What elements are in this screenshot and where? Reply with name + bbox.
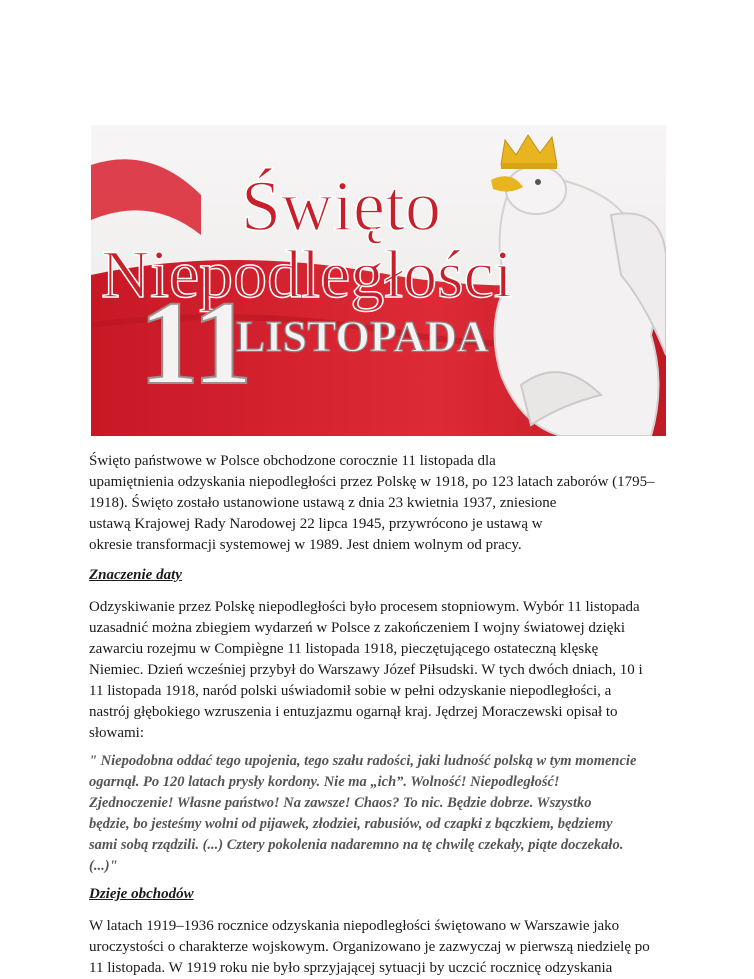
intro-paragraph	[89, 451, 669, 556]
banner-title-line1: Święto	[241, 166, 442, 246]
quote-line: " Niepodobna oddać tego upojenia, tego szału radości, jaki ludność polską w tym momencie	[89, 753, 637, 769]
paragraph-line: Odzyskiwanie przez Polskę niepodległości było procesem stopniowym. Wybór 11 listopada	[89, 599, 640, 615]
paragraph-line: W latach 1919–1936 rocznice odzyskania niepodległości świętowano w Warszawie jako	[89, 918, 620, 934]
section2-paragraph	[89, 916, 669, 979]
intro-line: Święto państwowe w Polsce obchodzone corocznie 11 listopada dla	[89, 453, 496, 469]
banner-day: 11	[139, 276, 253, 409]
banner-image	[91, 125, 666, 436]
paragraph-line: 11 listopada. W 1919 roku nie było sprzyjającej sytuacji by uczcić rocznicę odzyskania	[89, 960, 613, 976]
quote-line: ogarnął. Po 120 latach prysły kordony. Nie ma „ich”. Wolność! Niepodległość!	[89, 774, 560, 790]
paragraph-line: uzasadnić można zbiegiem wydarzeń w Polsce z zakończeniem I wojny światowej dzięki	[89, 620, 626, 636]
section-heading-dzieje-obchodow: Dzieje obchodów	[89, 886, 194, 902]
intro-line: ustawą Krajowej Rady Narodowej 22 lipca 1945, przywrócono je ustawą w	[89, 516, 543, 532]
paragraph-line: 11 listopada 1918, naród polski uświadomił sobie w pełni odzyskanie niepodległości, a	[89, 683, 612, 699]
intro-line: okresie transformacji systemowej w 1989. Jest dniem wolnym od pracy.	[89, 537, 522, 553]
banner-title-line2: Niepodległości	[101, 236, 513, 312]
section1-paragraph	[89, 597, 669, 744]
banner-month: LISTOPADA	[236, 312, 489, 361]
quote-line: (...)"	[89, 858, 118, 874]
quote-line: sami sobą rządzili. (...) Cztery pokolenia nadaremno na tę chwilę czekały, piąte doczekało.	[89, 837, 624, 853]
section-heading-znaczenie-daty: Znaczenie daty	[89, 567, 182, 583]
moraczewski-quote	[89, 751, 669, 877]
paragraph-line: uroczystości o charakterze wojskowym. Organizowano je zazwyczaj w pierwszą niedzielę po	[89, 939, 650, 955]
paragraph-line: zawarciu rozejmu w Compiègne 11 listopada 1918, pieczętującego ostateczną klęskę	[89, 641, 599, 657]
paragraph-line: nastrój głębokiego wzruszenia i entuzjazmu ogarnął kraj. Jędrzej Moraczewski opisał to	[89, 704, 618, 720]
quote-line: będzie, bo jesteśmy wolni od pijawek, złodziei, rabusiów, od czapki z bączkiem, będziemy	[89, 816, 613, 832]
paragraph-line: słowami:	[89, 725, 144, 741]
intro-line: upamiętnienia odzyskania niepodległości przez Polskę w 1918, po 123 latach zaborów (1795–	[89, 474, 655, 490]
intro-line: 1918). Święto zostało ustanowione ustawą z dnia 23 kwietnia 1937, zniesione	[89, 495, 557, 511]
quote-line: Zjednoczenie! Własne państwo! Na zawsze! Chaos? To nic. Będzie dobrze. Wszystko	[89, 795, 592, 811]
paragraph-line: Niemiec. Dzień wcześniej przybył do Warszawy Józef Piłsudski. W tych dwóch dniach, 10 i	[89, 662, 643, 678]
